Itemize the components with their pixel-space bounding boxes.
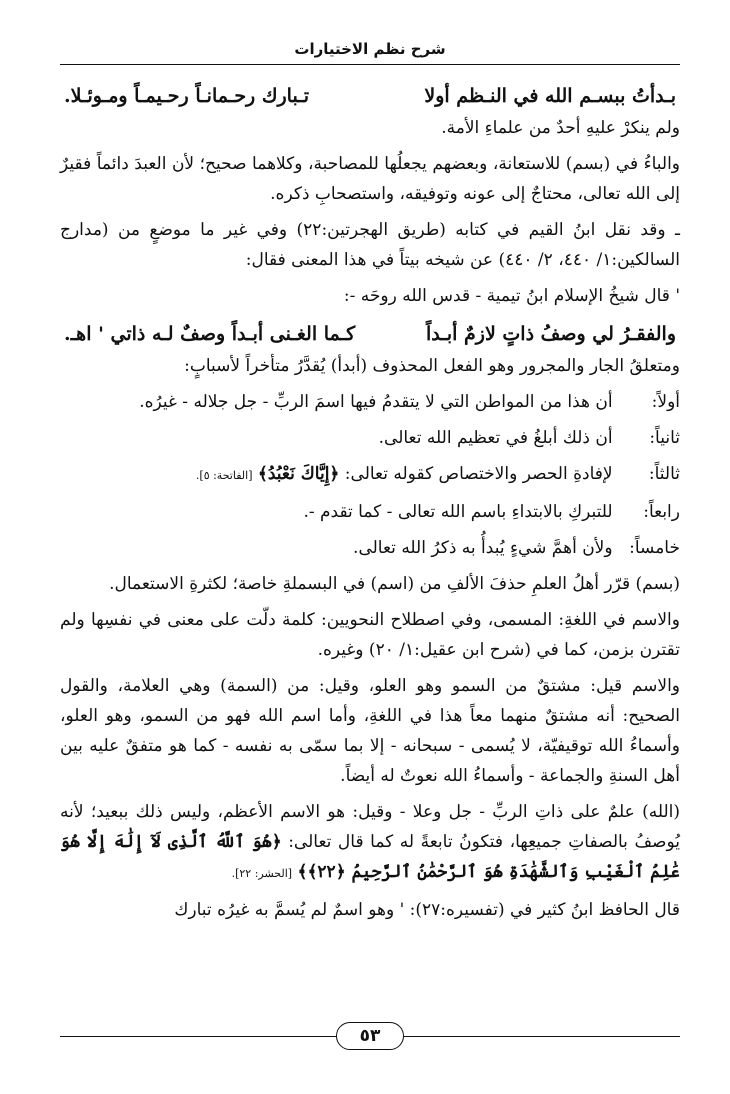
verse-line-2	[60, 317, 680, 351]
reason-1-text: أن هذا من المواطن التي لا يتقدمُ فيها اسمَ الربِّ - جل جلاله - غيرُه.	[139, 392, 613, 412]
paragraph-2: والباءُ في (بسم) للاستعانة، وبعضهم يجعلُها للمصاحبة، وكلاهما صحيح؛ لأن العبدَ دائماً فقيرٌ إلى الله تعالى، محتاجٌ إلى عونه وتوفيقه، واستصحابِ ذكره.	[60, 154, 680, 204]
paragraph-10: قال الحافظ ابنُ كثير في (تفسيره:٢٧): ' وهو اسمٌ لم يُسمَّ به غيرُه تبارك	[174, 900, 680, 920]
reason-5-text: ولأن أهمَّ شيءٍ يُبدأُ به ذكرُ الله تعالى.	[353, 538, 613, 558]
reason-1-label: أولاً:	[651, 392, 680, 412]
paragraph-4: ' قال شيخُ الإسلام ابنُ تيمية - قدس الله روحَه -:	[343, 286, 680, 306]
reason-4	[60, 497, 680, 527]
paragraph-1: ولم ينكرْ عليهِ أحدٌ من علماءِ الأمة.	[441, 118, 680, 138]
verse-2-second-hemistich: كـما الغـنى أبـداً وصفٌ لـه ذاتي ' اهـ.	[64, 323, 356, 345]
verse-line-1	[60, 79, 680, 113]
verse-1-first-hemistich: بـدأتُ ببسـم الله في النـظم أولا	[424, 85, 676, 107]
paragraph-6: (بسم) قرّر أهلُ العلمِ حذفَ الألفِ من (اسم) في البسملةِ خاصة؛ لكثرةِ الاستعمال.	[109, 574, 680, 594]
paragraph-9-surah-ref: [الحشر: ٢٢].	[231, 867, 293, 880]
paragraph-7: والاسم في اللغةِ: المسمى، وفي اصطلاح النحويين: كلمة دلّت على معنى في نفسِها ولم تقترن بزمن، كما في (شرح ابن عقيل:١/ ٢٠) وغيره.	[60, 610, 680, 660]
reason-2	[60, 423, 680, 453]
paragraph-9-quran-verse: ﴿هُوَ ٱللَّهُ ٱلَّذِى لَآ إِلَٰهَ إِلَّا هُوَ عَٰلِمُ ٱلْغَيْبِ وَٱلشَّهَٰدَةِ هُوَ ٱلرَّحْمَٰنُ ٱلرَّحِيمُ ﴿٢٢﴾﴾	[60, 832, 680, 882]
paragraph-9-text: (الله) علمٌ على ذاتِ الربِّ - جل وعلا - وقيل: هو الاسم الأعظم، وليس ذلك ببعيد؛ لأنه يُوصفُ بالصفاتِ جميعِها، فتكونُ تابعةً له كما قال تعالى:	[60, 802, 680, 852]
page	[60, 38, 680, 1058]
body-text	[60, 79, 680, 925]
reason-3	[60, 459, 680, 491]
header-rule	[60, 64, 680, 65]
footer	[60, 1022, 680, 1052]
reason-2-text: أن ذلك أبلغُ في تعظيم الله تعالى.	[378, 428, 613, 448]
reason-5	[60, 533, 680, 563]
paragraph-9	[60, 797, 680, 889]
verse-1-second-hemistich: تـبارك رحـمانـاً رحـيمـاً ومـوئـلا.	[64, 85, 310, 107]
paragraph-8: والاسم قيل: مشتقٌ من السمو وهو العلو، وقيل: من (السمة) وهي العلامة، والقول الصحيح: أنه مشتقٌ منهما معاً هذا في اللغةِ، وأما اسم الله فهو من السمو، وهو العلو، وأسماءُ الله توقيفيّة، لا يُسمى - سبحانه - إلا بما سمّى به نفسه - كما هو متفقٌ عليه بين أهل السنةِ والجماعة - وأسماءُ الله نعوتٌ له أيضاً.	[60, 676, 680, 786]
paragraph-3: ـ وقد نقل ابنُ القيم في كتابه (طريق الهجرتين:٢٢) وفي غير ما موضعٍ من (مدارج السالكين:١/ ٤٤٠، ٢/ ٤٤٠) عن شيخه بيتاً في هذا المعنى فقال:	[60, 220, 680, 270]
verse-2-first-hemistich: والفقـرُ لي وصفُ ذاتٍ لازمٌ أبـداً	[426, 323, 676, 345]
reason-1	[60, 387, 680, 417]
running-head: شرح نظم الاختيارات	[294, 40, 446, 58]
reason-3-label: ثالثاً:	[648, 464, 680, 484]
reason-4-label: رابعاً:	[643, 502, 680, 522]
reason-3-quran-verse: ﴿إِيَّاكَ نَعْبُدُ﴾	[257, 464, 340, 484]
reason-3-surah-ref: [الفاتحة: ٥].	[195, 469, 253, 482]
reason-5-label: خامساً:	[629, 538, 680, 558]
reason-2-label: ثانياً:	[649, 428, 680, 448]
reason-3-text: لإفادةِ الحصر والاختصاص كقوله تعالى:	[339, 464, 613, 484]
paragraph-5: ومتعلقُ الجار والمجرور وهو الفعل المحذوف (أبدأ) يُقدَّرُ متأخراً لأسبابٍ:	[184, 356, 680, 376]
page-number: ٥٣	[336, 1022, 404, 1050]
reason-4-text: للتبركِ بالابتداءِ باسم الله تعالى - كما تقدم -.	[303, 502, 613, 522]
